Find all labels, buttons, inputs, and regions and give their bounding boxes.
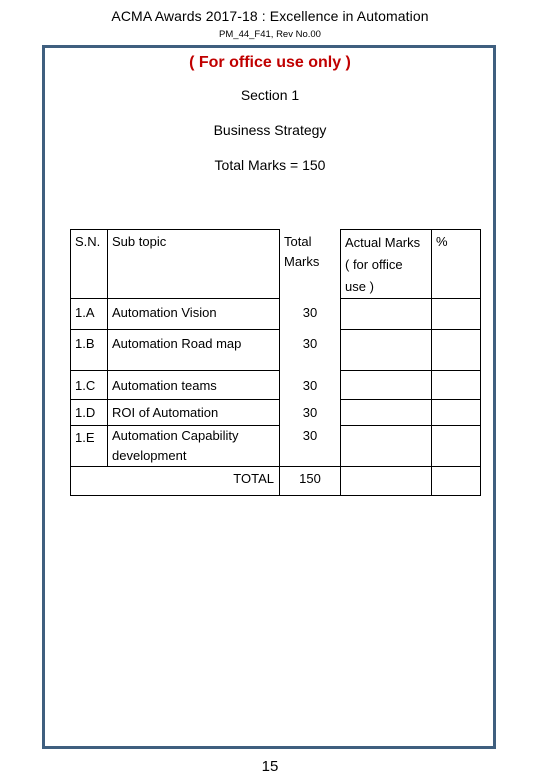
marks-table [70, 229, 481, 496]
table-row [71, 330, 481, 371]
row-actual-cell [341, 330, 432, 371]
row-actual-cell [341, 299, 432, 330]
row-marks: 30 [280, 400, 341, 426]
row-topic: Automation Road map [108, 330, 280, 371]
total-actual-cell [341, 467, 432, 496]
form-code: PM_44_F41, Rev No.00 [219, 29, 321, 40]
table-row [71, 426, 481, 467]
row-topic: Automation teams [108, 371, 280, 400]
header-sn: S.N. [71, 230, 108, 299]
row-marks: 30 [280, 426, 341, 467]
row-percent-cell [432, 426, 481, 467]
row-sn: 1.D [71, 400, 108, 426]
row-sn: 1.E [71, 426, 108, 467]
header-actual-marks: Actual Marks ( for office use ) [341, 230, 432, 299]
section-subheading: Business Strategy [213, 122, 327, 138]
page-number: 15 [261, 758, 279, 775]
header-percent: % [432, 230, 481, 299]
section-heading: Section 1 [240, 87, 300, 103]
row-marks: 30 [280, 371, 341, 400]
row-topic: Automation Vision [108, 299, 280, 330]
total-percent-cell [432, 467, 481, 496]
row-actual-cell [341, 371, 432, 400]
table-header-row [71, 230, 481, 299]
row-topic: Automation Capability development [108, 426, 280, 467]
table-row [71, 400, 481, 426]
header-sub-topic: Sub topic [108, 230, 280, 299]
row-topic: ROI of Automation [108, 400, 280, 426]
row-percent-cell [432, 371, 481, 400]
document-title: ACMA Awards 2017-18 : Excellence in Automation [111, 8, 429, 24]
row-percent-cell [432, 299, 481, 330]
row-marks: 30 [280, 299, 341, 330]
total-label: TOTAL [71, 467, 280, 496]
row-sn: 1.C [71, 371, 108, 400]
total-value: 150 [280, 467, 341, 496]
table-row [71, 299, 481, 330]
table-total-row [71, 467, 481, 496]
row-percent-cell [432, 330, 481, 371]
row-sn: 1.B [71, 330, 108, 371]
row-actual-cell [341, 400, 432, 426]
table-row [71, 371, 481, 400]
office-use-note: ( For office use only ) [189, 54, 351, 71]
row-percent-cell [432, 400, 481, 426]
row-sn: 1.A [71, 299, 108, 330]
row-actual-cell [341, 426, 432, 467]
total-marks-line: Total Marks = 150 [214, 157, 326, 173]
row-marks: 30 [280, 330, 341, 371]
header-total-marks: Total Marks [280, 230, 341, 299]
